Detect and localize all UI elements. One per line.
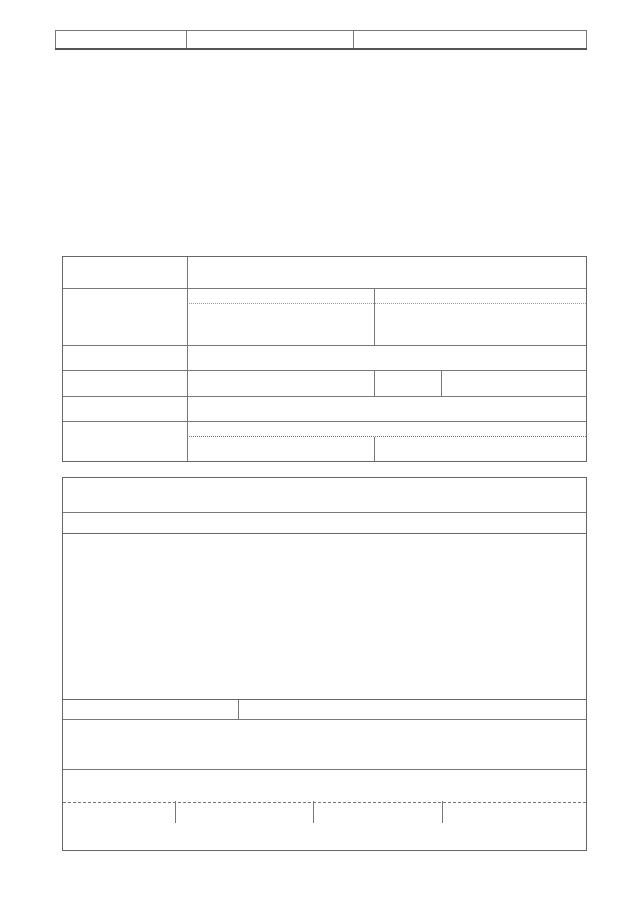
mobile-row <box>63 422 586 461</box>
business-name-label <box>63 257 188 288</box>
applicant-name-field-2[interactable] <box>375 304 586 345</box>
mobile-field-2[interactable] <box>375 438 586 461</box>
phone-field[interactable] <box>189 371 373 396</box>
address-label <box>63 346 188 370</box>
phone-row <box>63 371 586 397</box>
fee-option-30000[interactable] <box>313 801 442 823</box>
schedule-table <box>55 30 587 50</box>
applicant-name-field-1[interactable] <box>189 304 373 345</box>
business-name-field[interactable] <box>189 257 586 288</box>
header-place <box>56 31 187 50</box>
fee-row <box>63 801 586 823</box>
email-row <box>63 397 586 422</box>
phone-label <box>63 371 188 396</box>
applicant-name-row <box>63 289 586 346</box>
wish-header <box>63 699 586 720</box>
mobile-label <box>63 422 188 461</box>
mobile-field-1[interactable] <box>189 438 373 461</box>
fee-option-10000[interactable] <box>175 801 313 823</box>
fee-option-50000[interactable] <box>442 801 586 823</box>
fee-note <box>63 769 586 803</box>
mobile-note-divider <box>189 436 586 437</box>
address-field[interactable] <box>189 346 586 370</box>
prayer-form <box>62 477 587 851</box>
header-content <box>354 31 587 50</box>
address-row <box>63 346 586 371</box>
header-time <box>187 31 354 50</box>
fax-field[interactable] <box>442 371 586 396</box>
wish-instruction <box>238 700 247 719</box>
applicant-name-label <box>63 289 188 345</box>
prayer-heading <box>63 512 586 534</box>
email-field[interactable] <box>189 397 586 421</box>
fax-label <box>375 371 441 396</box>
application-form <box>62 256 587 462</box>
wish-options <box>63 719 586 769</box>
email-label <box>63 397 188 421</box>
schedule-header-row <box>56 31 587 50</box>
business-name-row <box>63 257 586 289</box>
fee-label <box>63 801 175 823</box>
